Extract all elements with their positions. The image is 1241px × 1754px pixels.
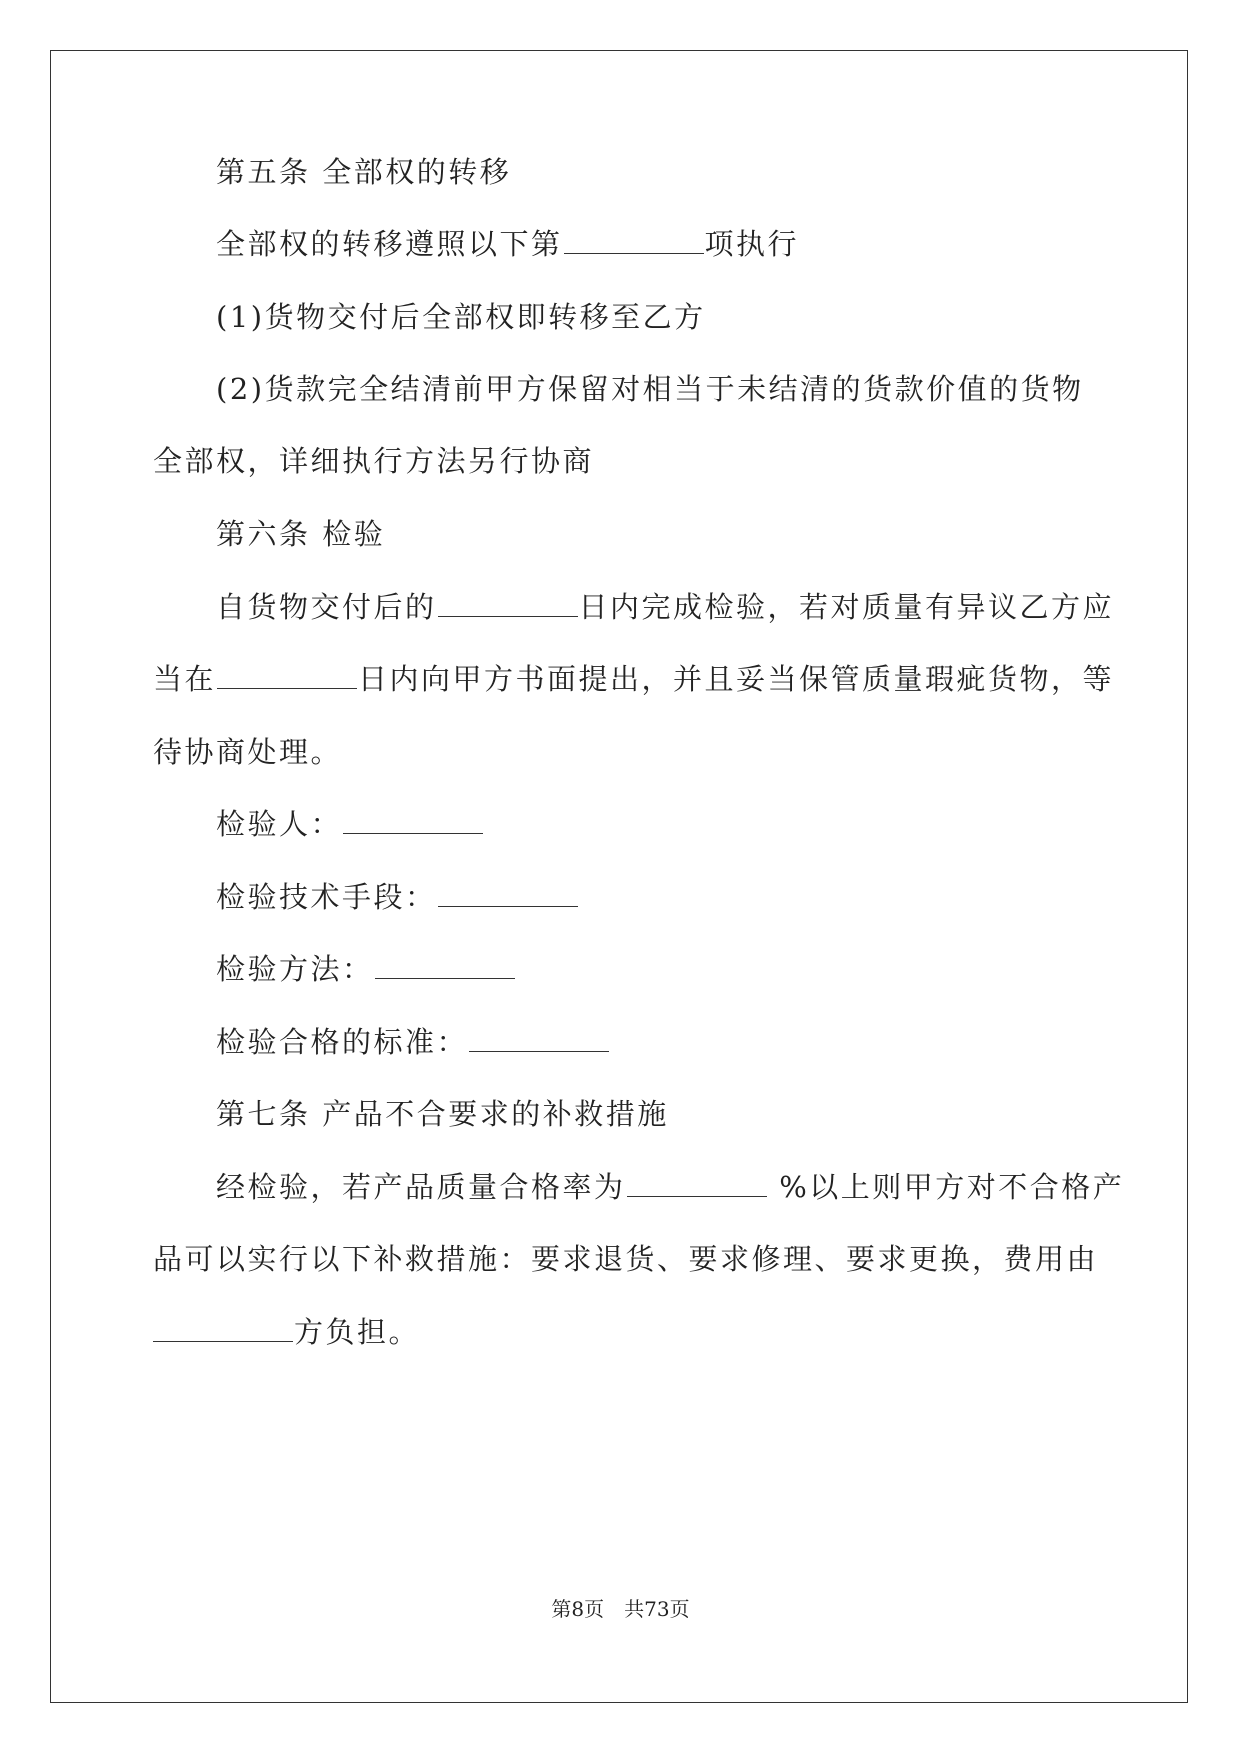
inspection-method-field: 检验方法： — [216, 949, 516, 989]
page-number: 第8页 — [551, 1597, 605, 1621]
inspection-standard-field: 检验合格的标准： — [216, 1022, 610, 1062]
article-7-heading: 第七条 产品不合要求的补救措施 — [216, 1097, 669, 1131]
paragraph-line: 品可以实行以下补救措施：要求退货、要求修理、要求更换，费用由 — [153, 1242, 1099, 1276]
article-6-heading: 第六条 检验 — [216, 517, 386, 551]
fill-blank[interactable] — [469, 1025, 609, 1052]
paragraph-line: 待协商处理。 — [153, 735, 343, 769]
fill-blank[interactable] — [564, 227, 704, 254]
paragraph-line: 方负担。 — [153, 1312, 420, 1352]
paragraph-line: 全部权，详细执行方法另行协商 — [153, 444, 595, 478]
page-total: 共73页 — [624, 1597, 690, 1621]
fill-blank[interactable] — [343, 807, 483, 834]
article-5-heading: 第五条 全部权的转移 — [216, 155, 512, 189]
fill-blank[interactable] — [438, 880, 578, 907]
paragraph-line: (1)货物交付后全部权即转移至乙方 — [216, 300, 706, 334]
paragraph-line: 当在 日内向甲方书面提出，并且妥当保管质量瑕疵货物，等 — [153, 662, 1115, 696]
fill-blank[interactable] — [438, 590, 578, 617]
fill-blank[interactable] — [217, 662, 357, 689]
page-footer — [0, 1597, 1241, 1621]
fill-blank[interactable] — [153, 1315, 293, 1342]
paragraph-line: (2)货款完全结清前甲方保留对相当于未结清的货款价值的货物 — [216, 372, 1084, 406]
fill-blank[interactable] — [375, 952, 515, 979]
fill-blank[interactable] — [627, 1170, 767, 1197]
inspection-technique-field: 检验技术手段： — [216, 877, 579, 917]
paragraph-line: 经检验，若产品质量合格率为 %以上则甲方对不合格产 — [216, 1170, 1125, 1204]
paragraph-line: 全部权的转移遵照以下第 项执行 — [216, 227, 800, 261]
inspector-field: 检验人： — [216, 804, 484, 844]
paragraph-line: 自货物交付后的 日内完成检验，若对质量有异议乙方应 — [216, 590, 1115, 624]
